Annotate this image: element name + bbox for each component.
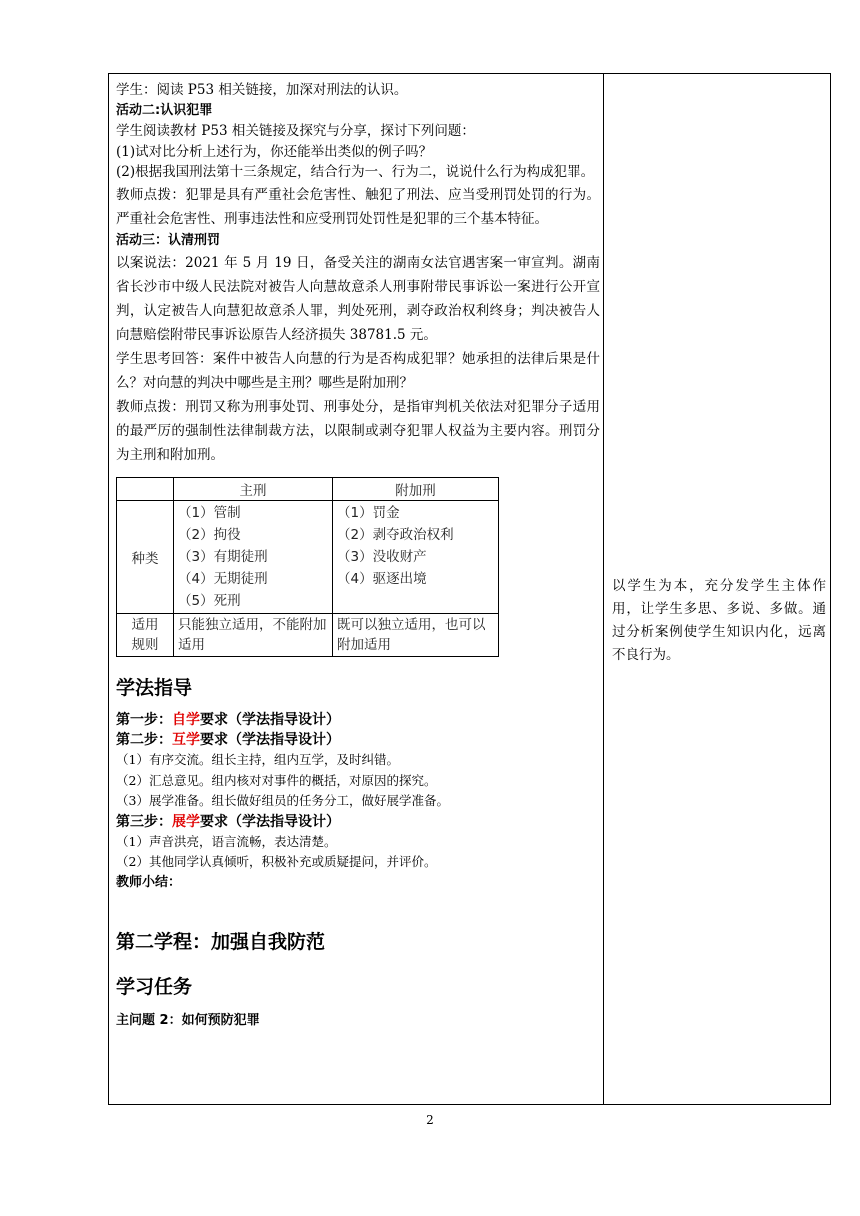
step-keyword: 互学 <box>172 732 200 748</box>
guide-step-3 <box>116 812 600 832</box>
header-additional-penalty: 附加刑 <box>333 478 499 501</box>
step-keyword: 自学 <box>172 712 200 728</box>
guide-title: 学法指导 <box>116 677 193 699</box>
activity2-title: 活动二:认识犯罪 <box>116 102 213 118</box>
list-item: （3）有期徒刑 <box>178 549 268 565</box>
left-column <box>116 80 600 1032</box>
section2-title: 第二学程：加强自我防范 <box>116 931 326 953</box>
main-penalty-rule: 只能独立适用，不能附加适用 <box>174 614 333 657</box>
header-main-penalty: 主刑 <box>174 478 333 501</box>
guide-step-2 <box>116 730 600 750</box>
teacher-summary-label: 教师小结： <box>116 874 182 890</box>
main-penalty-list <box>174 501 333 614</box>
step-prefix: 第一步： <box>116 712 172 728</box>
list-item: （1）罚金 <box>337 505 400 521</box>
additional-penalty-rule: 既可以独立适用，也可以附加适用 <box>333 614 499 657</box>
step-keyword: 展学 <box>172 813 200 830</box>
activity2-question-1: (1)试对比分析上述行为，你还能举出类似的例子吗？ <box>116 143 433 160</box>
step3-item-2: （2）其他同学认真倾听，积极补充或质疑提问，并评价。 <box>116 854 437 869</box>
page-number: 2 <box>426 1113 434 1127</box>
list-item: （2）拘役 <box>178 527 241 543</box>
list-item: （5）死刑 <box>178 593 241 609</box>
activity2-teacher-note: 教师点拨：犯罪是具有严重社会危害性、触犯了刑法、应当受刑罚处罚的行为。严重社会危害性、刑事违法性和应受刑罚处罚性是犯罪的三个基本特征。 <box>116 186 600 227</box>
list-item: （4）无期徒刑 <box>178 571 268 587</box>
activity2-question-2: (2)根据我国刑法第十三条规定，结合行为一、行为二，说说什么行为构成犯罪。 <box>116 164 595 180</box>
additional-penalty-list <box>333 501 499 614</box>
step2-item-3: （3）展学准备。组长做好组员的任务分工，做好展学准备。 <box>116 793 449 808</box>
list-item: （2）剥夺政治权利 <box>337 527 454 543</box>
activity3-case: 以案说法：2021 年 5 月 19 日，备受关注的湖南女法官遇害案一审宣判。湖南省长沙市中级人民法院对被告人向慧故意杀人刑事附带民事诉讼一案进行公开宣判，认定被告人向慧犯故意杀人罪，判处死刑，剥夺政治权利终身；判决被告人向慧赔偿附带民事诉讼原告人经济损失 38781.5 元。 <box>116 255 600 343</box>
main-question-2: 主问题 2：如何预防犯罪 <box>116 1013 260 1028</box>
activity2-prompt: 学生阅读教材 P53 相关链接及探究与分享，探讨下列问题： <box>116 123 475 139</box>
right-column-note: 以学生为本，充分发学生主体作用，让学生多思、多说、多做。通过分析案例使学生知识内化，远离不良行为。 <box>612 578 826 663</box>
step2-item-1: （1）有序交流。组长主持，组内互学，及时纠错。 <box>116 752 399 767</box>
step-suffix: 要求（学法指导设计） <box>200 732 340 748</box>
step2-item-2: （2）汇总意见。组内核对对事件的概括，对原因的探究。 <box>116 772 437 788</box>
step-prefix: 第三步： <box>116 813 172 830</box>
penalty-table <box>116 477 499 657</box>
step3-item-1: （1）声音洪亮，语言流畅，表达清楚。 <box>116 833 337 849</box>
guide-step-1 <box>116 710 600 730</box>
activity3-teacher-note: 教师点拨：刑罚又称为刑事处罚、刑事处分，是指审判机关依法对犯罪分子适用的最严厉的强制性法律制裁方法，以限制或剥夺犯罪人权益为主要内容。刑罚分为主刑和附加刑。 <box>116 399 600 463</box>
intro-text: 学生：阅读 P53 相关链接，加深对刑法的认识。 <box>116 82 408 98</box>
row-label-rules: 适用 规则 <box>117 614 174 657</box>
table-corner <box>117 478 174 501</box>
step-suffix: 要求（学法指导设计） <box>200 712 340 728</box>
column-divider <box>603 73 604 1105</box>
activity3-title: 活动三：认清刑罚 <box>116 232 221 248</box>
step-suffix: 要求（学法指导设计） <box>200 813 340 830</box>
list-item: （1）管制 <box>178 505 241 521</box>
list-item: （3）没收财产 <box>337 549 427 565</box>
row-label-types: 种类 <box>117 501 174 614</box>
list-item: （4）驱逐出境 <box>337 571 427 587</box>
activity3-think: 学生思考回答：案件中被告人向慧的行为是否构成犯罪？她承担的法律后果是什么？对向慧的判决中哪些是主刑？哪些是附加刑？ <box>116 351 600 391</box>
learning-task-title: 学习任务 <box>116 976 193 998</box>
step-prefix: 第二步： <box>116 732 172 748</box>
